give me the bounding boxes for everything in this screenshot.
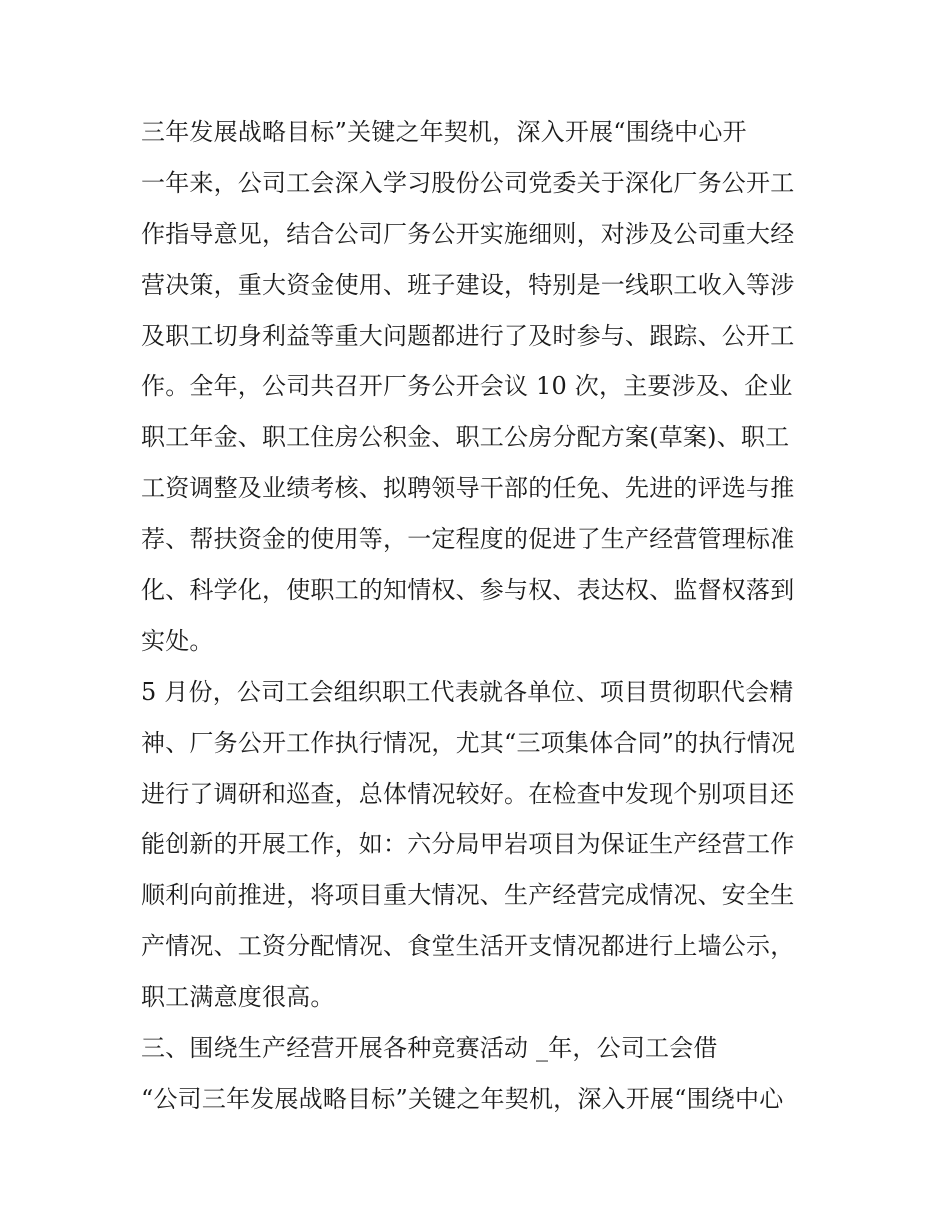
document-body (141, 107, 821, 1125)
text-line: 营决策，重大资金使用、班子建设，特别是一线职工收入等涉 (141, 270, 795, 299)
text-line: 职工满意度很高。 (141, 983, 335, 1012)
text-line: 能创新的开展工作，如：六分局甲岩项目为保证生产经营工作 (141, 830, 795, 859)
text-line: 一年来，公司工会深入学习股份公司党委关于深化厂务公开工 (141, 168, 795, 197)
text-line: 实处。 (141, 626, 214, 655)
text-line: 三年发展战略目标”关键之年契机，深入开展“围绕中心开 (141, 118, 747, 146)
text-line: “公司三年发展战略目标”关键之年契机，深入开展“围绕中心 (141, 1084, 784, 1113)
text-line: 三、围绕生产经营开展各种竞赛活动 _年，公司工会借 (141, 1034, 718, 1063)
text-line: 作。全年，公司共召开厂务公开会议 10 次，主要涉及、企业 (141, 372, 793, 401)
text-line: 进行了调研和巡查，总体情况较好。在检查中发现个别项目还 (141, 779, 795, 808)
text-line: 神、厂务公开工作执行情况，尤其“三项集体合同”的执行情况 (141, 728, 796, 757)
text-line: 化、科学化，使职工的知情权、参与权、表达权、监督权落到 (141, 576, 795, 605)
text-line: 顺利向前推进，将项目重大情况、生产经营完成情况、安全生 (141, 881, 795, 910)
text-line: 5 月份，公司工会组织职工代表就各单位、项目贯彻职代会精 (141, 677, 794, 706)
text-line: 产情况、工资分配情况、食堂生活开支情况都进行上墙公示， (141, 932, 795, 961)
text-line: 作指导意见，结合公司厂务公开实施细则，对涉及公司重大经 (141, 219, 795, 248)
text-line: 职工年金、职工住房公积金、职工公房分配方案(草案)、职工 (141, 423, 790, 452)
text-line: 及职工切身利益等重大问题都进行了及时参与、跟踪、公开工 (141, 321, 795, 350)
text-line: 荐、帮扶资金的使用等，一定程度的促进了生产经营管理标准 (141, 525, 795, 554)
text-line: 工资调整及业绩考核、拟聘领导干部的任免、先进的评选与推 (141, 474, 795, 503)
